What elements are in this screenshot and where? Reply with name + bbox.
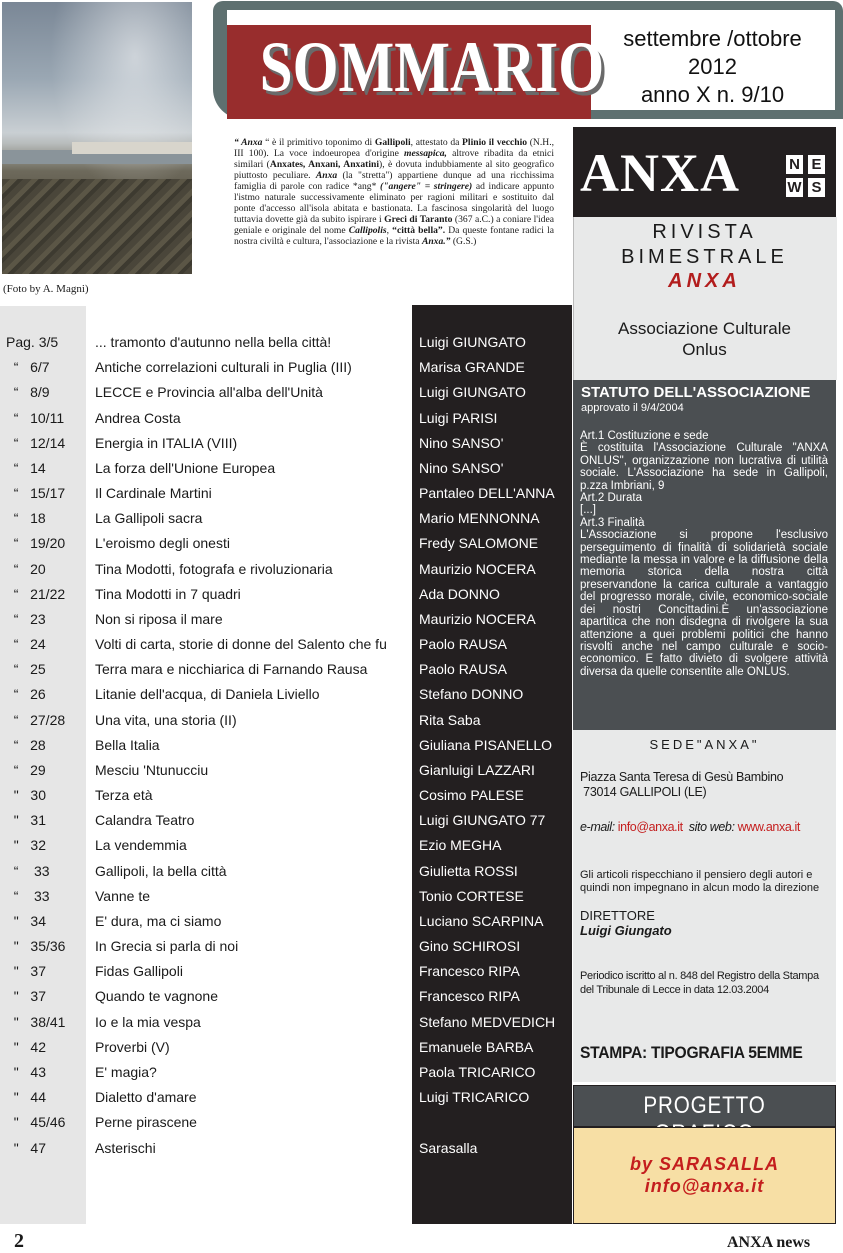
toc-title: Perne pirascene — [95, 1114, 197, 1131]
toc-row[interactable] — [0, 837, 572, 862]
toc-row[interactable] — [0, 636, 572, 661]
toc-title: Tina Modotti, fotografa e rivoluzionaria — [95, 560, 333, 577]
toc-author: Sarasalla — [419, 1139, 478, 1156]
email-link[interactable]: info@anxa.it — [617, 820, 683, 834]
issue-months: settembre /ottobre — [623, 26, 802, 51]
footer-brand: ANXA news — [727, 1234, 811, 1251]
toc-title: La vendemmia — [95, 837, 187, 854]
toc-page: " 31 — [6, 812, 46, 829]
page-title: SOMMARIO — [259, 27, 605, 107]
design-credit: by SARASALLA info@anxa.it — [629, 1154, 779, 1196]
registration-note: Periodico iscritto al n. 848 del Registro della Stampa del Tribunale di Lecce in data 12.03.2004 — [580, 970, 819, 996]
statuto-body: Art.1 Costituzione e sede È costituita l'Associazione Culturale "ANXA ONLUS", organizzazione non lucrativa di utilità sociale. L'Associazione ha sede in Gallipoli, p.zza Imbriani, 9 Art.2 Durata [...] Art.3 Finalità L'Associazione si propone l'esclusivo perseguimento di finalità di solidarietà sociale mediante la messa in valore e la diffusione della memoria storica della nostra città preservandone la carica culturale a vantaggio del progresso morale, civile, economico-sociale dei nostri Concittadini.È un'associazione apartitica che non disdegna di rivolgere la sua attenzione a quei problemi politici che hanno risvolti anche nel campo culturale e socio-economico. E fatto divieto di svolgere attività diversa da quelle consentite alle ONLUS. — [580, 430, 828, 678]
toc-author: Nino SANSO' — [419, 434, 504, 451]
toc-author: Maurizio NOCERA — [419, 560, 536, 577]
toc-author: Paola TRICARICO — [419, 1063, 536, 1080]
toc-title: Antiche correlazioni culturali in Puglia (III) — [95, 359, 352, 376]
sede-contacts: e-mail: info@anxa.it sito web: www.anxa.it — [580, 820, 800, 834]
toc-row[interactable] — [0, 1140, 572, 1165]
toc-page: “ 29 — [6, 761, 46, 778]
toc-author: Luigi GIUNGATO — [419, 384, 526, 401]
toc-page: “ 27/28 — [6, 711, 66, 728]
toc-author: Giulietta ROSSI — [419, 862, 518, 879]
toc-page: “ 24 — [6, 636, 46, 653]
toc-title: L'eroismo degli onesti — [95, 535, 230, 552]
toc-author: Emanuele BARBA — [419, 1038, 534, 1055]
toc-page: “ 26 — [6, 686, 46, 703]
toc-page: “ 8/9 — [6, 384, 50, 401]
disclaimer-note: Gli articoli rispecchiano il pensiero degli autori e quindi non impegnano in alcun modo la direzione — [580, 869, 820, 894]
toc-row[interactable] — [0, 1014, 572, 1039]
toc-row[interactable] — [0, 485, 572, 510]
toc-list — [0, 334, 572, 1165]
toc-page: “ 18 — [6, 510, 46, 527]
issue-year: 2012 — [688, 54, 737, 79]
toc-author: Giuliana PISANELLO — [419, 736, 553, 753]
toc-row[interactable] — [0, 1114, 572, 1139]
toc-page: “ 10/11 — [6, 409, 65, 426]
toc-title: E' dura, ma ci siamo — [95, 912, 222, 929]
association-name: Associazione Culturale Onlus — [618, 319, 791, 359]
progetto-title: PROGETTO — [643, 1092, 766, 1119]
toc-title: ... tramonto d'autunno nella bella città! — [95, 334, 332, 350]
toc-author: Paolo RAUSA — [419, 636, 507, 653]
toc-row[interactable] — [0, 1039, 572, 1064]
toc-page: “ 23 — [6, 610, 46, 627]
toc-title: Litanie dell'acqua, di Daniela Liviello — [95, 686, 320, 703]
toc-author: Rita Saba — [419, 711, 481, 728]
issue-number: anno X n. 9/10 — [640, 82, 785, 107]
toc-author: Francesco RIPA — [419, 963, 520, 980]
sede-title: SEDE"ANXA" — [649, 737, 760, 752]
toc-page: " 44 — [6, 1089, 46, 1106]
toc-page: “ 33 — [6, 887, 50, 904]
toc-author: Francesco RIPA — [419, 988, 520, 1005]
toc-author: Pantaleo DELL'ANNA — [419, 485, 555, 502]
toc-row[interactable] — [0, 787, 572, 812]
news-logo-grid — [786, 155, 826, 199]
toc-title: In Grecia si parla di noi — [95, 938, 239, 955]
toc-row[interactable] — [0, 988, 572, 1013]
toc-title: Proverbi (V) — [95, 1038, 170, 1055]
toc-page: “ 15/17 — [6, 485, 66, 502]
toc-title: Gallipoli, la bella città — [95, 862, 227, 879]
toc-row[interactable] — [0, 686, 572, 711]
toc-row[interactable] — [0, 410, 572, 435]
news-letter: W — [787, 179, 802, 196]
toc-page: " 37 — [6, 963, 46, 980]
toc-author: Fredy SALOMONE — [419, 535, 539, 552]
toc-row[interactable] — [0, 762, 572, 787]
toc-page: " 43 — [6, 1063, 46, 1080]
toc-author: Luigi GIUNGATO 77 — [419, 812, 546, 829]
toc-author: Stefano DONNO — [419, 686, 524, 703]
toc-row[interactable] — [0, 1064, 572, 1089]
toc-title: LECCE e Provincia all'alba dell'Unità — [95, 384, 323, 401]
toc-title: Fidas Gallipoli — [95, 963, 183, 980]
rivista-heading: RIVISTA BIMESTRALE — [621, 221, 788, 268]
toc-author: Cosimo PALESE — [419, 787, 524, 804]
toc-title: Asterischi — [95, 1139, 156, 1156]
toc-title: Quando te vagnone — [95, 988, 218, 1005]
toc-title: Bella Italia — [95, 736, 160, 753]
toc-row[interactable] — [0, 938, 572, 963]
toc-title: Una vita, una storia (II) — [95, 711, 237, 728]
toc-row[interactable] — [0, 535, 572, 560]
toc-page: “ 25 — [6, 661, 46, 678]
toc-page: Pag. 3/5 — [6, 334, 59, 350]
news-letter: E — [808, 155, 825, 174]
statuto-subtitle: approvato il 9/4/2004 — [581, 402, 684, 414]
toc-row[interactable] — [0, 460, 572, 485]
cover-photo — [2, 2, 192, 274]
photo-credit: (Foto by A. Magni) — [3, 283, 89, 295]
issue-info — [600, 25, 825, 109]
toc-title: La forza dell'Unione Europea — [95, 459, 276, 476]
toc-row[interactable] — [0, 737, 572, 762]
toc-author: Marisa GRANDE — [419, 359, 525, 376]
toc-author: Gianluigi LAZZARI — [419, 761, 535, 778]
toc-row[interactable] — [0, 888, 572, 913]
toc-author: Tonio CORTESE — [419, 887, 524, 904]
toc-title: Terra mara e nicchiarica di Farnando Rausa — [95, 661, 368, 678]
toc-row[interactable] — [0, 812, 572, 837]
toc-author: Mario MENNONNA — [419, 510, 540, 527]
toc-page: " 38/41 — [6, 1013, 66, 1030]
toc-title: Volti di carta, storie di donne del Salento che fu — [95, 636, 387, 653]
toc-page: " 30 — [6, 787, 46, 804]
toc-author: Luciano SCARPINA — [419, 912, 544, 929]
toc-row[interactable] — [0, 359, 572, 384]
toc-title: Dialetto d'amare — [95, 1089, 197, 1106]
toc-row[interactable] — [0, 863, 572, 888]
toc-title: Io e la mia vespa — [95, 1013, 201, 1030]
toc-title: Vanne te — [95, 887, 151, 904]
intro-paragraph: “ Anxa “ è il primitivo toponimo di Gallipoli, attestato da Plinio il vecchio (N.H., III 100). La voce indoeuropea d'origine messapica, altrove ribadita da etnici similari (Anxates, Anxani, Anxatini), è dovuta indubbiamente al sito geografico piuttosto peculiare. Anxa (la "stretta") appartiene dunque ad una ricchissima famiglia di parole con radice *ang* ("angere" = stringere) ad indicare appunto l'istmo naturale successivamente eliminato per ragioni militari e sostituito dal ponte d'accesso all'isola abitata e bastionata. La fascinosa singolarità del luogo tuttavia dovette già da subito ispirare i Greci di Taranto (367 a.C.) a coniare l'idea geniale e originale del nome Callipolis, “città bella”. Da queste fontane radici la nostra civiltà e cultura, l'associazione e la rivista Anxa.” (G.S.) — [234, 137, 555, 247]
toc-page: “ 14 — [6, 459, 46, 476]
toc-title: La Gallipoli sacra — [95, 510, 203, 527]
toc-row[interactable] — [0, 611, 572, 636]
website-link[interactable]: www.anxa.it — [737, 820, 800, 834]
toc-row[interactable] — [0, 510, 572, 535]
sede-address: Piazza Santa Teresa di Gesù Bambino 73014 GALLIPOLI (LE) — [580, 770, 784, 799]
toc-row[interactable] — [0, 1089, 572, 1114]
toc-row[interactable] — [0, 561, 572, 586]
toc-page: " 47 — [6, 1139, 46, 1156]
toc-row[interactable] — [0, 384, 572, 409]
toc-row[interactable] — [0, 334, 572, 359]
toc-page: “ 6/7 — [6, 359, 50, 376]
toc-author: Luigi GIUNGATO — [419, 334, 526, 350]
toc-page: “ 19/20 — [6, 535, 66, 552]
toc-page: " 35/36 — [6, 938, 66, 955]
toc-row[interactable] — [0, 586, 572, 611]
rivista-name: ANXA — [668, 270, 741, 292]
toc-page: “ 33 — [6, 862, 50, 879]
toc-page: “ 20 — [6, 560, 46, 577]
toc-page: " 45/46 — [6, 1114, 66, 1131]
toc-title: E' magia? — [95, 1063, 157, 1080]
toc-title: Terza età — [95, 787, 153, 804]
direttore: DIRETTORE Luigi Giungato — [580, 908, 672, 938]
toc-page: " 32 — [6, 837, 46, 854]
toc-page: “ 28 — [6, 736, 46, 753]
toc-author: Stefano MEDVEDICH — [419, 1013, 556, 1030]
toc-title: Calandra Teatro — [95, 812, 195, 829]
toc-title: Non si riposa il mare — [95, 610, 223, 627]
toc-title: Tina Modotti in 7 quadri — [95, 585, 241, 602]
page-number: 2 — [14, 1230, 24, 1252]
toc-author: Gino SCHIROSI — [419, 938, 521, 955]
toc-title: Il Cardinale Martini — [95, 485, 212, 502]
toc-author: Ezio MEGHA — [419, 837, 502, 854]
printer-info: STAMPA: TIPOGRAFIA 5EMME — [580, 1043, 803, 1062]
news-letter: S — [808, 178, 825, 197]
toc-page: " 42 — [6, 1038, 46, 1055]
toc-page: " 34 — [6, 912, 46, 929]
toc-author: Luigi PARISI — [419, 409, 498, 426]
toc-author: Luigi TRICARICO — [419, 1089, 530, 1106]
toc-author: Ada DONNO — [419, 585, 500, 602]
toc-title: Andrea Costa — [95, 409, 181, 426]
toc-row[interactable] — [0, 661, 572, 686]
toc-title: Energia in ITALIA (VIII) — [95, 434, 238, 451]
toc-author: Paolo RAUSA — [419, 661, 507, 678]
toc-row[interactable] — [0, 435, 572, 460]
toc-page: “ 21/22 — [6, 585, 66, 602]
toc-row[interactable] — [0, 963, 572, 988]
anxa-logo: ANXA — [580, 143, 740, 203]
statuto-title: STATUTO DELL'ASSOCIAZIONE — [581, 384, 811, 401]
toc-page: " 37 — [6, 988, 46, 1005]
toc-author: Nino SANSO' — [419, 459, 504, 476]
toc-row[interactable] — [0, 712, 572, 737]
toc-page: “ 12/14 — [6, 434, 66, 451]
toc-row[interactable] — [0, 913, 572, 938]
news-letter: N — [786, 155, 803, 174]
toc-title: Mesciu 'Ntunucciu — [95, 761, 209, 778]
toc-author: Maurizio NOCERA — [419, 610, 536, 627]
